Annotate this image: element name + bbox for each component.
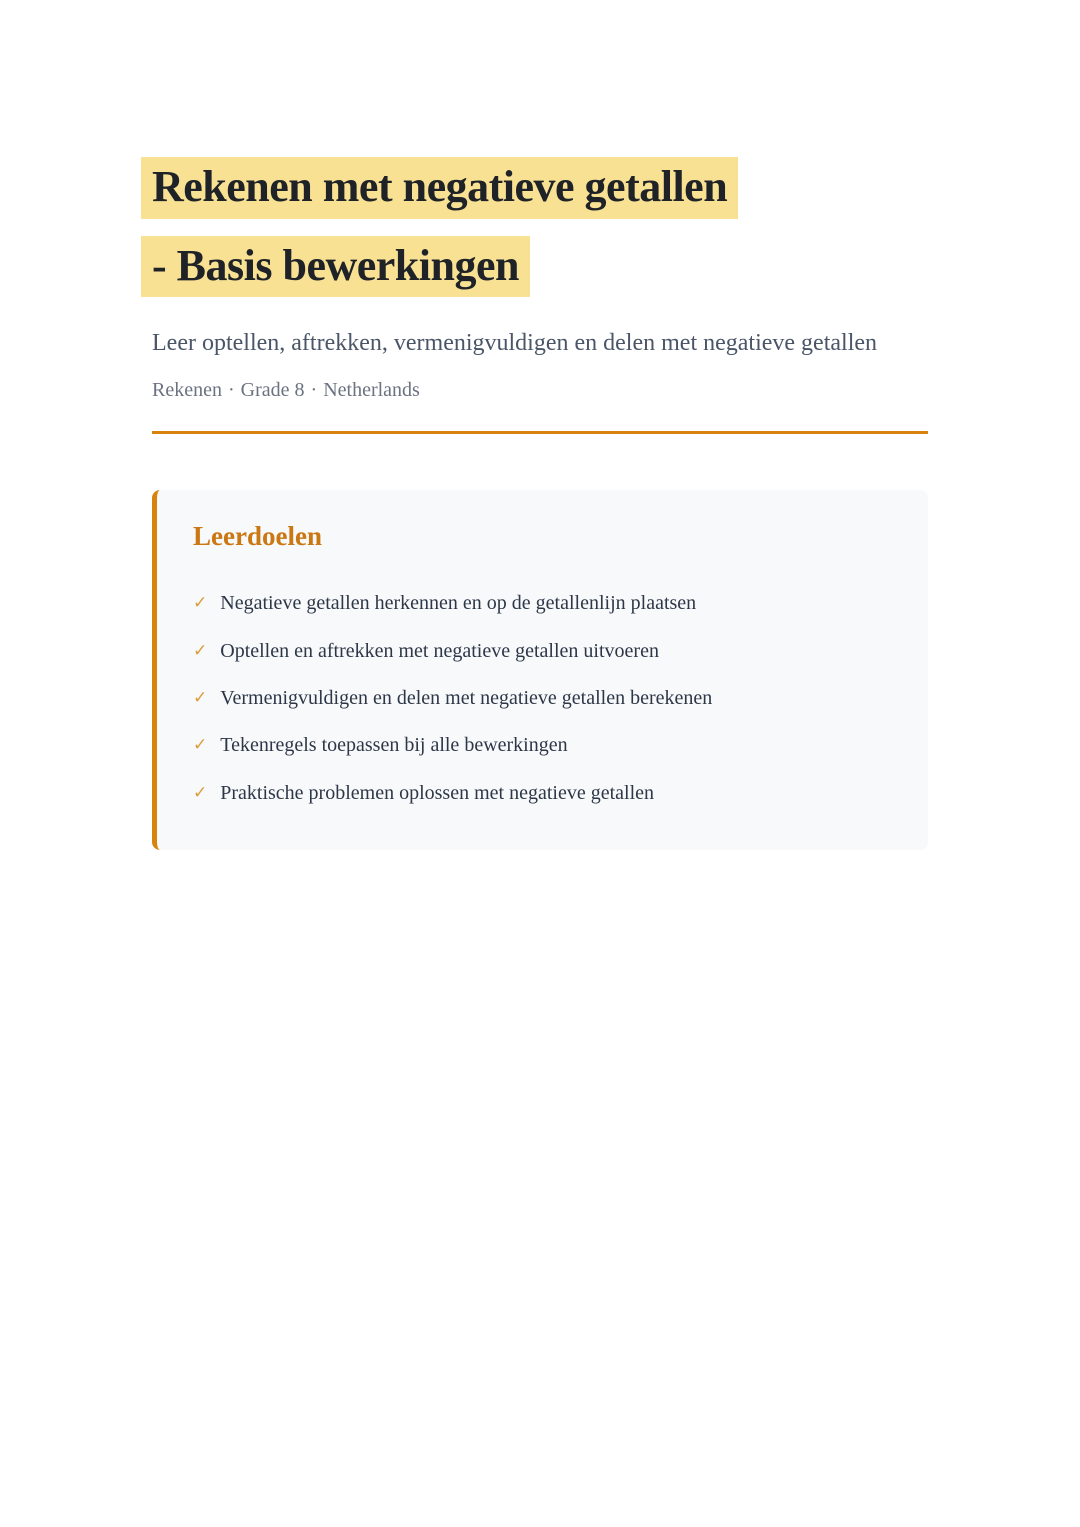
list-item xyxy=(193,590,888,616)
list-item-text: Praktische problemen oplossen met negatieve getallen xyxy=(220,781,654,804)
checkmark-icon: ✓ xyxy=(193,782,208,803)
checkmark-icon: ✓ xyxy=(193,640,208,661)
checkmark-icon: ✓ xyxy=(193,688,208,709)
checkmark-icon: ✓ xyxy=(193,735,208,756)
page-title xyxy=(152,157,928,297)
meta-separator: · xyxy=(310,379,318,402)
list-item xyxy=(193,780,888,806)
meta-separator: · xyxy=(227,379,235,402)
list-item-text: Vermenigvuldigen en delen met negatieve getallen berekenen xyxy=(220,687,713,710)
meta-grade: Grade 8 xyxy=(240,379,305,402)
title-line-2: - Basis bewerkingen xyxy=(141,236,530,298)
lesson-subtitle: Leer optellen, aftrekken, vermenigvuldigen en delen met negatieve getallen xyxy=(152,330,878,357)
checkmark-icon: ✓ xyxy=(193,593,208,614)
list-item-text: Negatieve getallen herkennen en op de getallenlijn plaatsen xyxy=(220,592,697,615)
leerdoelen-list xyxy=(193,590,888,806)
header-divider xyxy=(152,431,928,434)
title-line-1: Rekenen met negatieve getallen xyxy=(141,157,738,219)
list-item xyxy=(193,732,888,758)
list-item-text: Tekenregels toepassen bij alle bewerkingen xyxy=(220,734,568,757)
leerdoelen-card xyxy=(152,490,928,850)
lesson-meta xyxy=(152,376,928,404)
list-item-text: Optellen en aftrekken met negatieve getallen uitvoeren xyxy=(220,639,659,662)
meta-country: Netherlands xyxy=(323,379,420,402)
list-item xyxy=(193,685,888,711)
lesson-header xyxy=(152,157,928,434)
leerdoelen-heading: Leerdoelen xyxy=(193,521,322,552)
list-item xyxy=(193,638,888,664)
meta-subject: Rekenen xyxy=(152,379,222,402)
